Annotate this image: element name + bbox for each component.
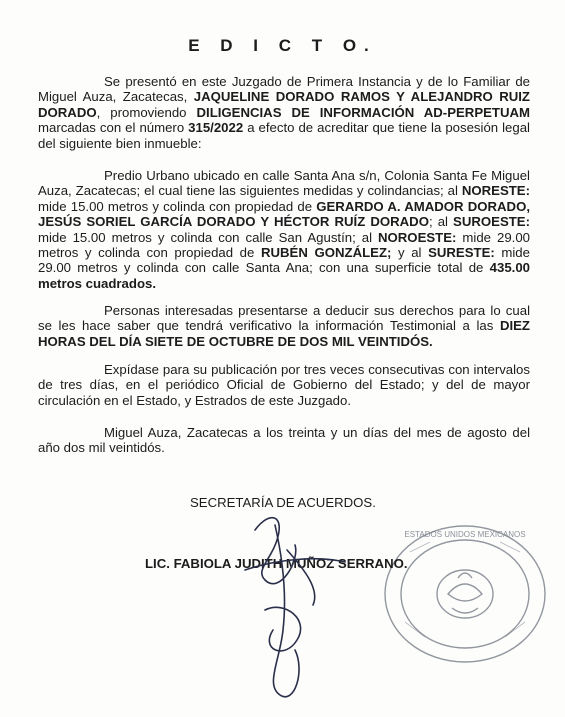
neighbor-name: RUBÉN GONZÁLEZ; (260, 245, 392, 261)
hearing-date: DIEZ HORAS DEL DÍA SIETE DE OCTUBRE DE DOS MIL VEINTIDÓS. (38, 318, 530, 349)
case-number: 315/2022 (188, 120, 244, 136)
paragraph-hearing (38, 303, 530, 349)
text: a efecto de acreditar que tiene la posesión legal del siguiente bien inmueble: (38, 120, 530, 151)
paragraph-property (38, 168, 530, 291)
text: mide 29.00 metros y colinda con calle Santa Ana; con una superficie total de (38, 245, 530, 276)
neighbor-names: GERARDO A. AMADOR DORADO, JESÚS SORIEL GARCÍA DORADO Y HÉCTOR RUÍZ DORADO (38, 198, 530, 230)
handwritten-signature-icon (225, 500, 365, 710)
boundary-label: NORESTE: (461, 183, 530, 199)
seal-text: ESTADOS UNIDOS MEXICANOS (404, 530, 526, 539)
boundary-label: SUROESTE: (453, 214, 530, 230)
text: y al (391, 245, 429, 261)
text: Se presentó en este Juzgado de Primera Instancia y de lo Familiar de Miguel Auza, Zacatecas, (38, 74, 530, 105)
secretaria-heading: SECRETARÍA DE ACUERDOS. (190, 495, 376, 510)
court-seal-icon (370, 512, 555, 672)
document-title: E D I C T O. (188, 36, 377, 55)
text: Personas interesadas presentarse a deducir sus derechos para lo cual se les hace saber que tendrá verificativo la información Testimonial a las (38, 303, 530, 334)
boundary-label: SURESTE: (428, 245, 495, 261)
paragraph-publication: Expídase para su publicación por tres veces consecutivas con intervalos de tres días, en el periódico Oficial de Gobierno del Estado; y del de mayor circulación en el Estado, y Estrados de este Juzgado. (38, 362, 530, 408)
boundary-label: NOROESTE: (378, 229, 457, 245)
text: , promoviendo (96, 104, 197, 120)
text: mide 29.00 metros y colinda con propiedad de (38, 229, 530, 261)
text: mide 15.00 metros y colinda con calle San Agustín; al (38, 229, 378, 245)
paragraph-presentation (38, 74, 530, 151)
total-area: 435.00 metros cuadrados. (38, 260, 530, 291)
text: mide 15.00 metros y colinda con propiedad de (38, 198, 317, 214)
signatory-name: LIC. FABIOLA JUDITH MUÑOZ SERRANO. (145, 556, 408, 571)
text: ; al (428, 214, 454, 230)
text: marcadas con el número (38, 120, 189, 136)
paragraph-date-place: Miguel Auza, Zacatecas a los treinta y un días del mes de agosto del año dos mil veintidós. (38, 425, 530, 456)
text: Predio Urbano ubicado en calle Santa Ana s/n, Colonia Santa Fe Miguel Auza, Zacatecas; el cual tiene las siguientes medidas y colindancias; al (38, 168, 530, 199)
promoventes-names: JAQUELINE DORADO RAMOS Y ALEJANDRO RUIZ DORADO (38, 89, 530, 120)
diligence-type: DILIGENCIAS DE INFORMACIÓN AD-PERPETUAM (196, 104, 530, 120)
